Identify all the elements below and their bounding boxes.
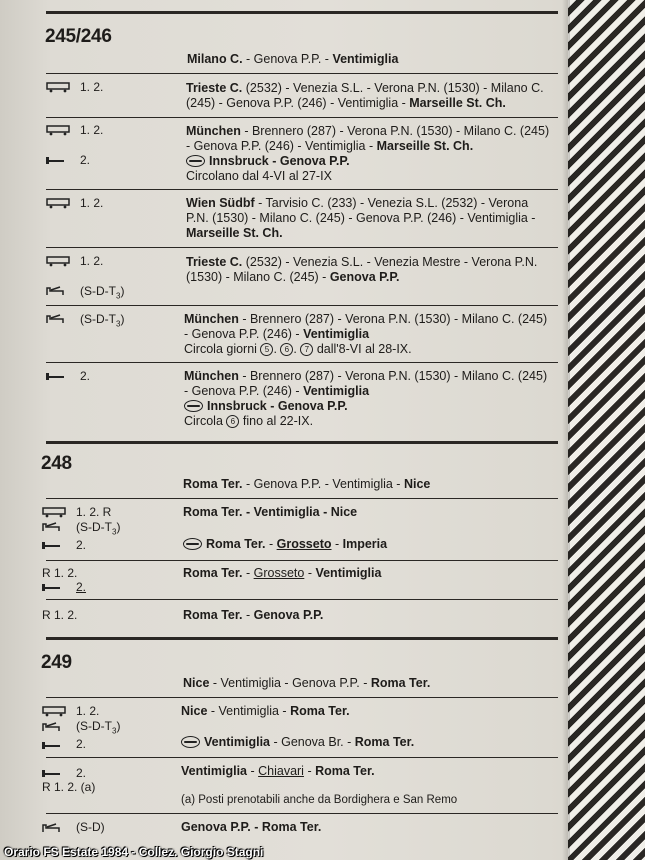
section-number: 249: [41, 652, 72, 673]
through-coach-icon: [186, 155, 205, 167]
couchette-car-icon: [46, 198, 70, 209]
class-label: 2.: [76, 766, 87, 780]
class-label: R 1. 2.: [42, 608, 78, 622]
sleeping-car-icon: [42, 822, 60, 833]
scan-credit: Orario FS Estate 1984 - Collez. Giorgio Stagni: [4, 845, 264, 859]
seat-car-icon: [46, 372, 64, 381]
section-route-header: Milano C. - Genova P.P. - Ventimiglia: [187, 52, 399, 66]
class-label: $(S-D-T_3)$: [80, 312, 125, 329]
route-line: (245) - Genova P.P. (246) - Ventimiglia - Marseille St. Ch.: [186, 96, 506, 110]
route-line: (1530) - Milano C. (245) - Genova P.P.: [186, 270, 400, 284]
couchette-car-icon: [46, 125, 70, 136]
validity-note: Circola 6 fino al 22-IX.: [184, 414, 314, 428]
couchette-car-icon: [42, 706, 66, 717]
route-line: Innsbruck - Genova P.P.: [184, 399, 348, 414]
class-label: 1. 2.: [80, 80, 104, 94]
class-label: 1. 2.: [76, 704, 100, 718]
seat-car-icon: [42, 741, 60, 750]
route-line: München - Brennero (287) - Verona P.N. (1530) - Milano C. (245): [184, 312, 548, 326]
sleeping-car-icon: [42, 721, 60, 732]
route-line: - Genova P.P. (246) - Ventimiglia: [184, 327, 370, 341]
class-label: 2.: [76, 580, 87, 594]
class-label: $(S-D-T_3)$: [80, 284, 125, 301]
page-edge-stripes: [568, 0, 645, 860]
route-line: München - Brennero (287) - Verona P.N. (1530) - Milano C. (245): [184, 369, 548, 383]
class-label: R 1. 2. (a): [42, 780, 96, 794]
class-label: R 1. 2.: [42, 566, 78, 580]
route-line: Genova P.P. - Roma Ter.: [181, 820, 322, 834]
validity-note: Circolano dal 4-VI al 27-IX: [186, 169, 332, 183]
route-line: Trieste C. (2532) - Venezia S.L. - Verona P.N. (1530) - Milano C.: [186, 81, 544, 95]
seat-car-icon: [42, 541, 60, 550]
route-line: Roma Ter. - Genova P.P.: [183, 608, 324, 622]
class-label: 1. 2. R: [76, 505, 112, 519]
day-circle: 6: [280, 343, 293, 356]
section-rule: [46, 11, 558, 14]
route-line: Trieste C. (2532) - Venezia S.L. - Venezia Mestre - Verona P.N.: [186, 255, 538, 269]
class-label: 2.: [76, 737, 87, 751]
route-line: Roma Ter. - Grosseto - Imperia: [183, 537, 387, 552]
route-line: P.N. (1530) - Milano C. (245) - Genova P.P. (246) - Ventimiglia -: [186, 211, 536, 225]
through-coach-icon: [183, 538, 202, 550]
route-line: Innsbruck - Genova P.P.: [186, 154, 350, 169]
class-label: $(S-D-T_3)$: [76, 520, 121, 537]
footnote: (a) Posti prenotabili anche da Bordighera e San Remo: [181, 794, 458, 806]
class-label: 1. 2.: [80, 123, 104, 137]
route-line: Wien Südbf - Tarvisio C. (233) - Venezia S.L. (2532) - Verona: [186, 196, 529, 210]
route-line: Nice - Ventimiglia - Roma Ter.: [181, 704, 350, 718]
section-route-header: Nice - Ventimiglia - Genova P.P. - Roma Ter.: [183, 676, 431, 690]
route-line: München - Brennero (287) - Verona P.N. (1530) - Milano C. (245): [186, 124, 550, 138]
couchette-car-icon: [46, 256, 70, 267]
couchette-car-icon: [42, 507, 66, 518]
seat-car-icon: [46, 156, 64, 165]
class-label: 2.: [80, 153, 91, 167]
route-line: Ventimiglia - Chiavari - Roma Ter.: [181, 764, 375, 778]
sleeping-car-icon: [42, 521, 60, 532]
through-coach-icon: [181, 736, 200, 748]
section-route-header: Roma Ter. - Genova P.P. - Ventimiglia - Nice: [183, 477, 431, 491]
route-line: Marseille St. Ch.: [186, 226, 283, 240]
class-label: (S-D): [76, 820, 105, 834]
class-label: 2.: [76, 538, 87, 552]
seat-car-icon: [42, 583, 60, 592]
validity-note: Circola giorni 5 . 6 . 7 dall'8-VI al 28-IX.: [184, 342, 412, 356]
route-line: Roma Ter. - Ventimiglia - Nice: [183, 505, 358, 519]
day-circle: 7: [300, 343, 313, 356]
route-line: Roma Ter. - Grosseto - Ventimiglia: [183, 566, 382, 580]
day-circle: 6: [226, 415, 239, 428]
section-number: 245/246: [45, 26, 112, 47]
through-coach-icon: [184, 400, 203, 412]
class-label: 2.: [80, 369, 91, 383]
class-label: 1. 2.: [80, 196, 104, 210]
route-line: - Genova P.P. (246) - Ventimiglia: [184, 384, 370, 398]
route-line: - Genova P.P. (246) - Ventimiglia - Marseille St. Ch.: [186, 139, 474, 153]
couchette-car-icon: [46, 82, 70, 93]
section-rule: [46, 441, 558, 444]
day-circle: 5: [260, 343, 273, 356]
section-number: 248: [41, 453, 72, 474]
sleeping-car-icon: [46, 285, 64, 296]
section-rule: [46, 637, 558, 640]
sleeping-car-icon: [46, 313, 64, 324]
route-line: Ventimiglia - Genova Br. - Roma Ter.: [181, 735, 414, 750]
seat-car-icon: [42, 769, 60, 778]
class-label: $(S-D-T_3)$: [76, 719, 121, 736]
class-label: 1. 2.: [80, 254, 104, 268]
